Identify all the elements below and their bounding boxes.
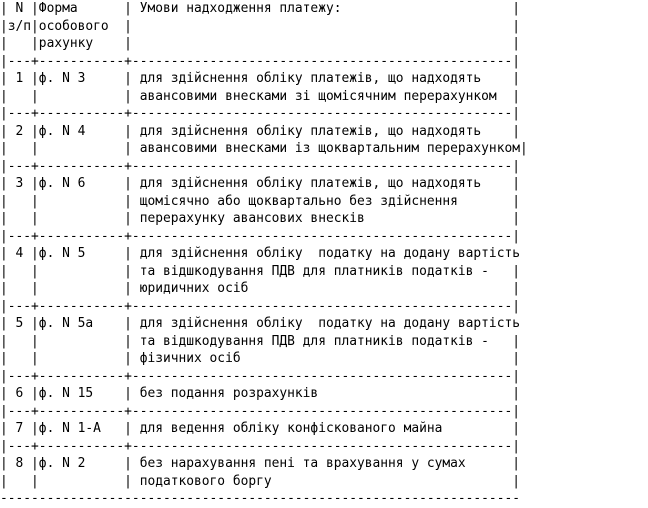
table-line: |---+-----------+-------------------------------------------------| <box>0 403 520 419</box>
table-line: | | | юридичних осіб | <box>0 281 520 296</box>
table-line: | | | фізичних осіб | <box>0 351 520 366</box>
table-line: | 1 |ф. N 3 | для здійснення обліку платежів, що надходять | <box>0 71 520 86</box>
table-line: | 8 |ф. N 2 | без нарахування пені та врахування у сумах | <box>0 456 520 471</box>
table-line: | N |Форма | Умови надходження платежу: | <box>0 1 520 16</box>
table-line: | |рахунку | | <box>0 36 520 51</box>
table-line: |---+-----------+-------------------------------------------------| <box>0 298 520 314</box>
table-line: | 7 |ф. N 1-А | для ведення обліку конфіскованого майна | <box>0 421 520 436</box>
table-line: | 2 |ф. N 4 | для здійснення обліку платежів, що надходять | <box>0 123 520 139</box>
table-line: |---+-----------+-------------------------------------------------| <box>0 368 520 384</box>
table-line: |---+-----------+-------------------------------------------------| <box>0 438 520 454</box>
table-line: | | | авансовими внесками із щоквартальним перерахунком| <box>0 141 528 156</box>
table-line: | | | щомісячно або щоквартально без здійснення | <box>0 193 520 209</box>
table-line: |---+-----------+-------------------------------------------------| <box>0 106 520 121</box>
table-line: | | | та відшкодування ПДВ для платників податків - | <box>0 263 520 279</box>
table-line: | 6 |ф. N 15 | без подання розрахунків | <box>0 386 520 401</box>
table-line: |---+-----------+-------------------------------------------------| <box>0 228 520 244</box>
table-line: | | | авансовими внесками зі щомісячним перерахунком | <box>0 88 520 104</box>
table-line: | 3 |ф. N 6 | для здійснення обліку платежів, що надходять | <box>0 176 520 191</box>
table-line: |---+-----------+-------------------------------------------------| <box>0 158 520 174</box>
table-line: | | | податкового боргу | <box>0 473 520 489</box>
table-line: |---+-----------+-------------------------------------------------| <box>0 53 520 69</box>
table-line: | 5 |ф. N 5а | для здійснення обліку податку на додану вартість <box>0 316 520 331</box>
table-line: | | | перерахунку авансових внесків | <box>0 211 520 226</box>
table-line: |з/п|особового | | <box>0 18 520 34</box>
table-line: | 4 |ф. N 5 | для здійснення обліку податку на додану вартість <box>0 246 520 261</box>
table-line: ------------------------------------------------------------------- <box>0 491 520 506</box>
table-line: | | | та відшкодування ПДВ для платників податків - | <box>0 333 520 349</box>
